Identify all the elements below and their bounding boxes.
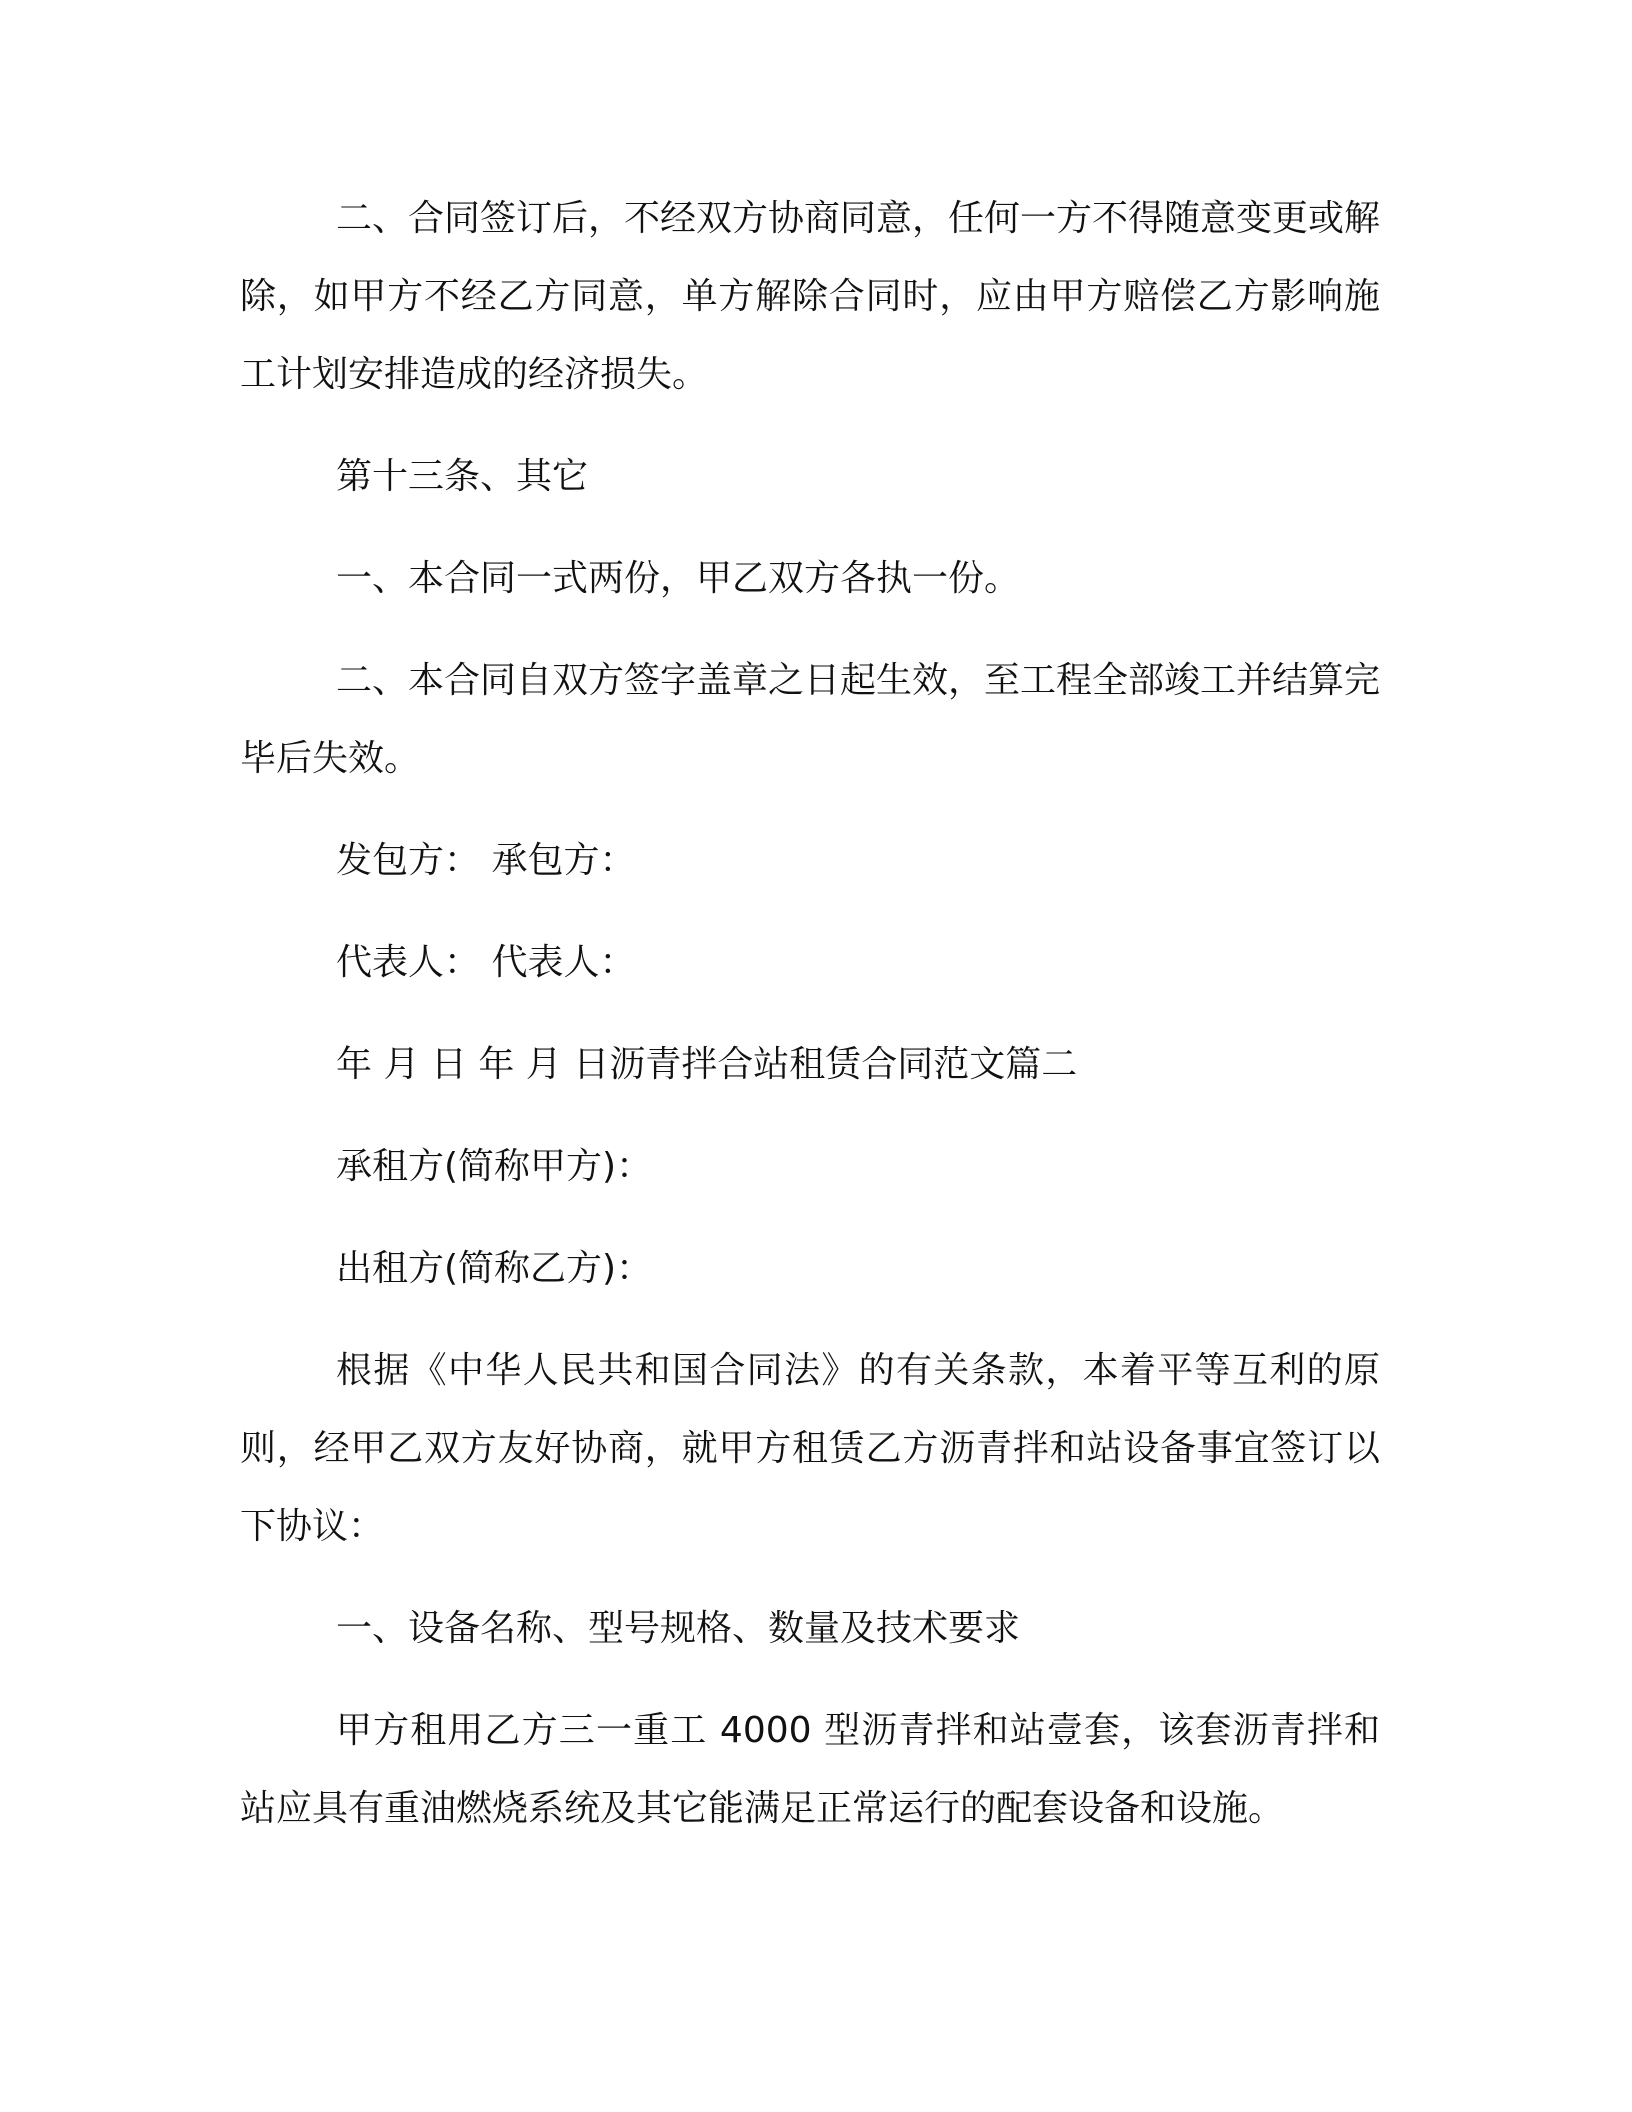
paragraph-section-1-heading: 一、设备名称、型号规格、数量及技术要求	[336, 1608, 1021, 1649]
paragraph-preamble: 根据《中华人民共和国合同法》的有关条款，本着平等互利的原则，经甲乙双方友好协商，就甲方租赁乙方沥青拌和站设备事宜签订以下协议：	[240, 1350, 1380, 1547]
paragraph-representatives: 代表人： 代表人：	[336, 942, 636, 983]
paragraph-parties: 发包方： 承包方：	[336, 840, 636, 881]
paragraph-effective: 二、本合同自双方签字盖章之日起生效，至工程全部竣工并结算完毕后失效。	[240, 660, 1381, 779]
paragraph-contract-change: 二、合同签订后，不经双方协商同意，任何一方不得随意变更或解除，如甲方不经乙方同意，单方解除合同时，应由甲方赔偿乙方影响施工计划安排造成的经济损失。	[240, 198, 1381, 395]
paragraph-article-13-heading: 第十三条、其它	[336, 456, 589, 497]
paragraph-copies: 一、本合同一式两份，甲乙双方各执一份。	[336, 558, 1021, 599]
paragraph-lessor: 出租方(简称乙方)：	[336, 1248, 653, 1289]
paragraph-lessee: 承租方(简称甲方)：	[336, 1146, 653, 1187]
document-body	[240, 180, 1380, 1848]
paragraph-date-and-title: 年 月 日 年 月 日沥青拌合站租赁合同范文篇二	[336, 1044, 1078, 1085]
paragraph-equipment: 甲方租用乙方三一重工 4000 型沥青拌和站壹套，该套沥青拌和站应具有重油燃烧系统及其它能满足正常运行的配套设备和设施。	[240, 1710, 1380, 1829]
